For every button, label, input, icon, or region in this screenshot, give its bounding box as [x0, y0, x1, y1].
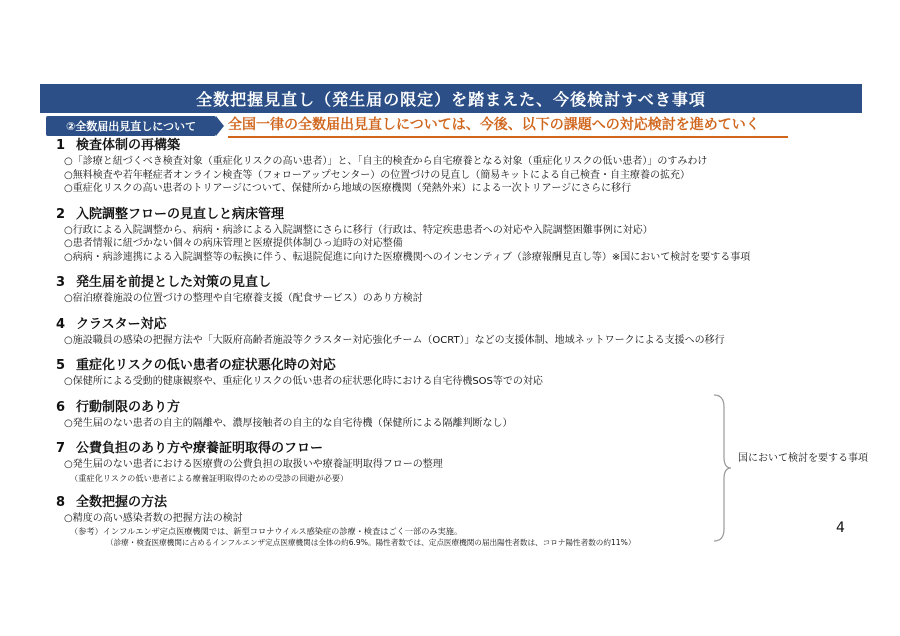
section-number: 1	[56, 138, 66, 153]
list-item: ○保健所による受動的健康観察や、重症化リスクの低い患者の症状悪化時における自宅待機SOS等での対応	[64, 376, 543, 387]
headline: 全国一律の全数届出見直しについては、今後、以下の課題への対応検討を進めていく	[228, 114, 788, 138]
section-title-text: 全数把握の方法	[76, 494, 168, 510]
section-title-3	[56, 274, 836, 292]
list-item: ○精度の高い感染者数の把握方法の検討	[64, 512, 243, 524]
list-item: ○病病・病診連携による入院調整等の転換に伴う、転退院促進に向けた医療機関へのインセンティブ（診療報酬見直し等）※国において検討を要する事項	[64, 251, 751, 263]
banner-title: 全数把握見直し（発生届の限定）を踏まえた、今後検討すべき事項	[40, 84, 862, 113]
section-number: 6	[56, 399, 66, 415]
list-item: ○施設職員の感染の把握方法や「大阪府高齢者施設等クラスター対応強化チーム（OCRT）」などの支援体制、地域ネットワークによる支援への移行	[64, 334, 725, 346]
right-brace	[712, 393, 732, 543]
section-title-2	[56, 206, 836, 224]
list-item: ○行政による入院調整から、病病・病診による入院調整にさらに移行（行政は、特定疾患患者への対応や入院調整困難事例に対応）	[64, 224, 653, 236]
list-item: ○宿泊療養施設の位置づけの整理や自宅療養支援（配食サービス）のあり方検討	[64, 293, 423, 304]
section-title-1	[56, 137, 836, 155]
section-title-text: 重症化リスクの低い患者の症状悪化時の対応	[76, 358, 336, 373]
section-title-text: 入院調整フローの見直しと病床管理	[76, 206, 285, 222]
list-item: ○無料検査や若年軽症者オンライン検査等（フォローアップセンター）の位置づけの見直し（簡易キットによる自己検査・自主療養の拡充）	[64, 169, 691, 181]
list-item: ○重症化リスクの高い患者のトリアージについて、保健所から地域の医療機関（発熱外来）による一次トリアージにさらに移行	[64, 183, 632, 194]
list-item: ○発生届のない患者における医療費の公費負担の取扱いや療養証明取得フローの整理	[64, 459, 443, 470]
section-number: 3	[56, 275, 66, 290]
section-title-text: 検査体制の再構築	[76, 138, 181, 153]
section-tag: ②全数届出見直しについて	[46, 116, 216, 136]
section-title-5	[56, 357, 836, 375]
list-item-note: （参考）インフルエンザ定点医療機関では、新型コロナウイルス感染症の診療・検査はごく一部のみ実施。	[70, 526, 463, 536]
section-number: 2	[56, 206, 66, 222]
page-number: 4	[836, 520, 845, 536]
section-title-4	[56, 316, 836, 334]
tag-arrow	[216, 116, 224, 136]
list-item: ○「診療と紐づくべき検査対象（重症化リスクの高い患者）」と、「自主的検査から自宅療養となる対象（重症化リスクの低い患者）」のすみわけ	[64, 156, 708, 167]
section-title-text: 行動制限のあり方	[76, 399, 181, 415]
section-title-text: クラスター対応	[76, 316, 167, 332]
section-title-text: 公費負担のあり方や療養証明取得のフロー	[76, 441, 324, 456]
list-item: ○患者情報に紐づかない個々の病床管理と医療提供体制ひっ迫時の対応整備	[64, 238, 403, 249]
list-item-note: （重症化リスクの低い患者による療養証明取得のための受診の回避が必要）	[70, 472, 349, 483]
list-item-note: （診療・検査医療機関に占めるインフルエンザ定点医療機関は全体の約6.9%。陽性者数では、定点医療機関の届出陽性者数は、コロナ陽性者数の約11%）	[106, 538, 636, 547]
section-title-text: 発生届を前提とした対策の見直し	[76, 275, 272, 290]
section-number: 4	[56, 316, 66, 332]
section-number: 7	[56, 441, 66, 456]
side-note: 国において検討を要する事項	[738, 453, 868, 464]
section-number: 8	[56, 494, 66, 510]
section-number: 5	[56, 358, 66, 373]
list-item: ○発生届のない患者の自主的隔離や、濃厚接触者の自主的な自宅待機（保健所による隔離判断なし）	[64, 417, 513, 429]
